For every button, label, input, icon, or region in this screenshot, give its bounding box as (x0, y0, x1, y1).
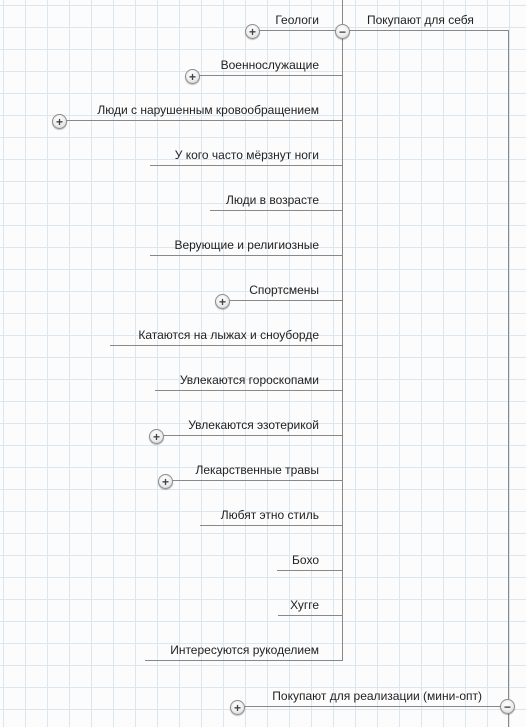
node-resale[interactable]: Покупают для реализации (мини-опт) (272, 689, 482, 703)
collapse-for-self-icon[interactable]: − (335, 24, 350, 39)
node-merznut-nogi[interactable]: У кого часто мёрзнут ноги (174, 148, 319, 162)
node-travy[interactable]: Лекарственные травы (195, 463, 319, 477)
node-etno[interactable]: Любят этно стиль (220, 508, 319, 522)
underline-hygge (278, 615, 342, 616)
underline-geologi (253, 30, 342, 31)
underline-boho (277, 570, 342, 571)
expand-travy-icon[interactable]: + (158, 474, 173, 489)
node-goroskopy[interactable]: Увлекаются гороскопами (179, 373, 319, 387)
node-voennosluzhashchie[interactable]: Военнослужащие (220, 58, 319, 72)
node-ezoterika[interactable]: Увлекаются эзотерикой (188, 418, 319, 432)
underline-veruyushchie (150, 255, 342, 256)
underline-lyzhi (110, 345, 342, 346)
underline-merznut-nogi (150, 165, 342, 166)
underline-voennosluzhashchie (193, 75, 342, 76)
node-v-vozraste[interactable]: Люди в возрасте (225, 193, 319, 207)
node-sportsmeny[interactable]: Спортсмены (249, 283, 319, 297)
underline-etno (200, 525, 342, 526)
node-krovoobrashchenie[interactable]: Люди с нарушенным кровообращением (97, 103, 319, 117)
node-for-self[interactable]: Покупают для себя (367, 13, 474, 27)
node-geologi[interactable]: Геологи (275, 13, 319, 27)
node-veruyushchie[interactable]: Верующие и религиозные (174, 238, 319, 252)
expand-sportsmeny-icon[interactable]: + (215, 294, 230, 309)
node-hygge[interactable]: Хугге (290, 598, 319, 612)
expand-krovoobrashchenie-icon[interactable]: + (52, 114, 67, 129)
node-rukodelie[interactable]: Интересуются рукоделием (170, 643, 319, 657)
underline-sportsmeny (223, 300, 342, 301)
expand-voennosluzhashchie-icon[interactable]: + (185, 69, 200, 84)
underline-rukodelie (145, 660, 343, 661)
underline-travy (166, 480, 342, 481)
root-connector-line (508, 30, 509, 727)
collapse-root-icon[interactable]: − (500, 699, 515, 714)
expand-ezoterika-icon[interactable]: + (149, 429, 164, 444)
node-boho[interactable]: Бохо (292, 553, 319, 567)
branch-connector-line (342, 0, 343, 660)
expand-resale-icon[interactable]: + (230, 700, 245, 715)
node-lyzhi[interactable]: Катаются на лыжах и сноуборде (138, 328, 319, 342)
underline-resale (238, 706, 508, 707)
underline-goroskopy (155, 390, 342, 391)
underline-v-vozraste (210, 210, 342, 211)
expand-geologi-icon[interactable]: + (245, 24, 260, 39)
underline-ezoterika (157, 435, 342, 436)
underline-for-self (343, 30, 508, 31)
underline-krovoobrashchenie (60, 120, 342, 121)
